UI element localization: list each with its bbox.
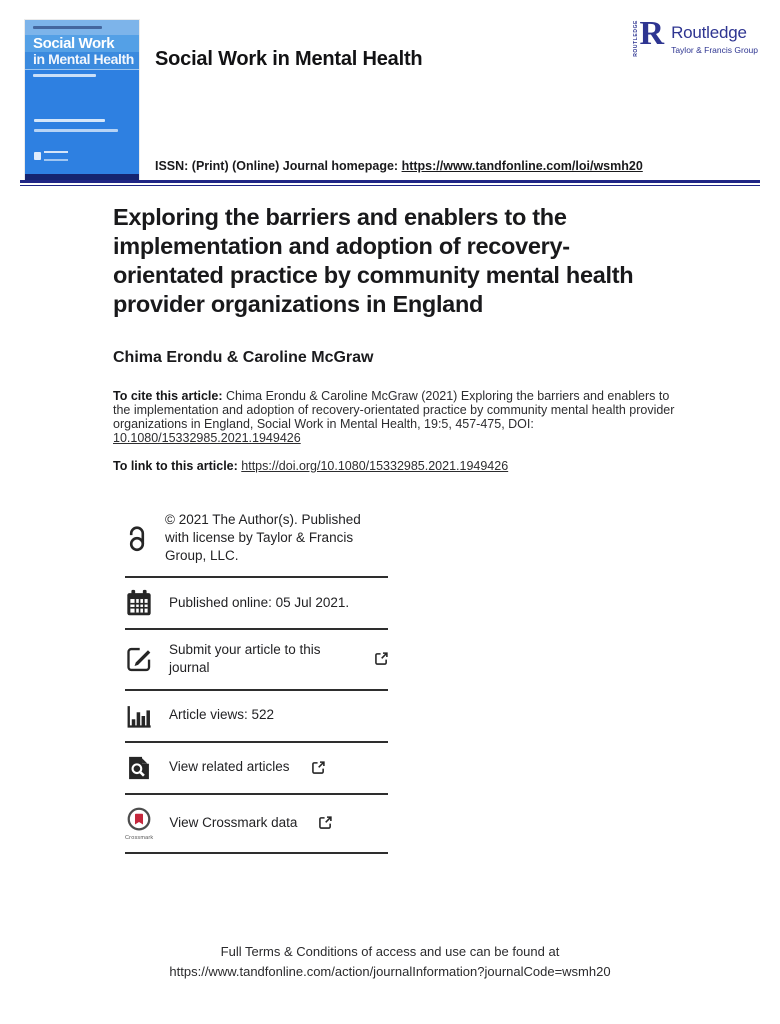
link-label: To link to this article:: [113, 458, 238, 473]
link-paragraph: [113, 459, 675, 473]
cover-title-line1-wrap: [25, 35, 139, 52]
routledge-logo-text: [671, 20, 758, 55]
article-views-icon: [125, 702, 153, 730]
cover-body: [25, 77, 139, 174]
cover-publisher-glyph: [34, 152, 41, 160]
cover-title-line2: in Mental Health: [33, 50, 134, 67]
journal-title: Social Work in Mental Health: [155, 48, 423, 70]
external-link-icon: [312, 761, 325, 777]
terms-url: https://www.tandfonline.com/action/journalInformation?journalCode=wsmh20: [169, 964, 611, 980]
published-online-row: [125, 578, 388, 630]
crossmark-row[interactable]: [125, 795, 388, 854]
article-header-block: [113, 203, 675, 854]
open-access-icon: [125, 524, 149, 552]
terms-line: Full Terms & Conditions of access and use can be found at: [220, 944, 560, 959]
header-divider-rule: [20, 180, 760, 186]
routledge-logo-mark: [632, 15, 665, 59]
routledge-logo: [632, 15, 758, 59]
cite-paragraph: [113, 389, 675, 446]
open-access-row: [125, 500, 388, 579]
crossmark-badge-label: Crossmark: [125, 834, 154, 841]
published-online-text: Published online: 05 Jul 2021.: [169, 595, 350, 611]
cover-top-strip: [25, 20, 139, 35]
article-title: Exploring the barriers and enablers to the implementation and adoption of recovery-orientated practice by community mental health provider organizations in England: [113, 204, 634, 318]
related-articles-row[interactable]: [125, 743, 388, 795]
cover-fine-print: [34, 129, 118, 132]
crossmark-text[interactable]: View Crossmark data: [169, 814, 298, 830]
related-articles-icon: [125, 754, 153, 782]
journal-cover-thumbnail: [25, 20, 139, 180]
routledge-subtitle: Taylor & Francis Group: [671, 45, 758, 55]
terms-footer: [0, 942, 780, 982]
cite-label: To cite this article:: [113, 388, 223, 403]
routledge-r-icon: R: [639, 15, 665, 52]
cover-publisher-lines: [44, 151, 68, 161]
cover-publisher-mark: [34, 152, 68, 160]
related-articles-text[interactable]: View related articles: [169, 759, 290, 775]
submit-article-text[interactable]: Submit your article to this journal: [169, 642, 321, 676]
cover-fine-print: [34, 119, 105, 122]
external-link-icon: [319, 816, 332, 832]
submit-article-row[interactable]: [125, 630, 388, 690]
issn-homepage-line: [155, 159, 643, 173]
cite-text: Chima Erondu & Caroline McGraw (2021) Exploring the barriers and enablers to the implementation and adoption of recovery-orientated practice by community mental health provider organizations in England, Social Work in Mental Health, 19:5, 457-475, DOI:: [113, 388, 675, 431]
article-authors: Chima Erondu & Caroline McGraw: [113, 348, 374, 366]
article-views-row: [125, 691, 388, 743]
article-doi-url-link[interactable]: https://doi.org/10.1080/15332985.2021.1949426: [241, 458, 509, 473]
doi-link[interactable]: 10.1080/15332985.2021.1949426: [113, 431, 301, 446]
article-views-text: Article views: 522: [169, 707, 275, 723]
routledge-vertical-text: ROUTLEDGE: [632, 20, 639, 57]
cover-fine-print: [33, 26, 102, 29]
article-info-list: [125, 500, 388, 854]
calendar-icon: [125, 589, 153, 617]
routledge-brand: Routledge: [671, 23, 747, 42]
external-link-icon: [375, 652, 388, 668]
issn-label: ISSN: (Print) (Online) Journal homepage:: [155, 159, 399, 173]
cover-title-line2-wrap: [25, 52, 139, 70]
open-access-text: © 2021 The Author(s). Published with license by Taylor & Francis Group, LLC.: [165, 511, 361, 563]
journal-homepage-link[interactable]: https://www.tandfonline.com/loi/wsmh20: [401, 159, 643, 173]
cover-title-line1: Social Work: [33, 35, 115, 52]
submit-article-icon: [125, 645, 153, 673]
crossmark-icon: [125, 806, 153, 841]
